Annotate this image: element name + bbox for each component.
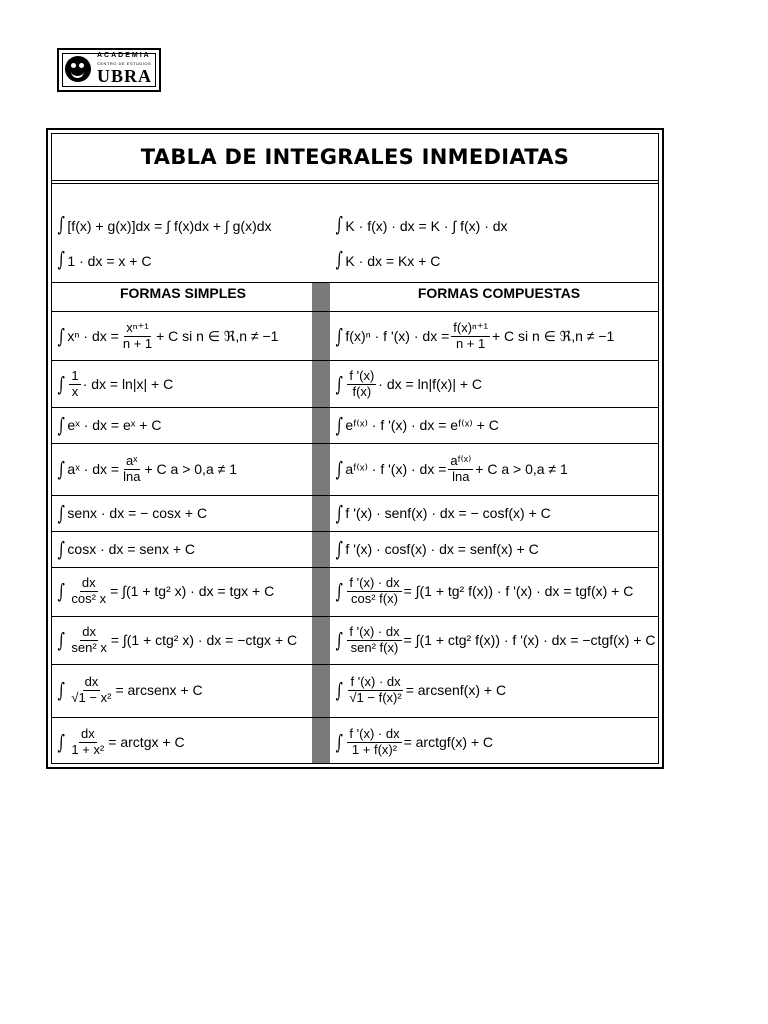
formula-power-simple: ∫ xⁿ · dx = $\frac{\text{xⁿ⁺¹}}{n + 1}$ + C si n ∈ ℜ,n ≠ −1 <box>57 320 279 351</box>
divider <box>52 360 658 361</box>
logo-name: UBRA <box>97 66 153 86</box>
header-formas-simples: FORMAS SIMPLES <box>119 285 246 301</box>
header-formas-compuestas: FORMAS COMPUESTAS <box>417 285 581 301</box>
title-divider <box>52 183 658 184</box>
formula-exp-compound: ∫ eᶠ⁽ˣ⁾ · f '(x) · dx = eᶠ⁽ˣ⁾ + C <box>335 413 499 437</box>
formula-sin-compound: ∫ f '(x) · senf(x) · dx = − cosf(x) + C <box>335 501 551 525</box>
formula-arctan-compound: ∫ $\frac{f '(x) \cdot dx}{\text{1 + f(x)²}}$ = arctgf(x) + C <box>335 726 494 757</box>
divider <box>52 531 658 532</box>
formula-general-exp-compound: ∫ aᶠ⁽ˣ⁾ · f '(x) · dx = $\frac{\text{aᶠ⁽ˣ⁾}}{\ln a}$ + C a > 0,a ≠ 1 <box>335 453 568 484</box>
table-inner-border <box>51 133 659 764</box>
table-title-box <box>52 134 658 181</box>
formula-tan-compound: ∫ $\frac{f '(x) \cdot dx}{\text{cos² f(x)}}$ = ∫(1 + tg² f(x)) · f '(x) · dx = tgf(x) + C <box>335 575 634 606</box>
divider <box>52 407 658 408</box>
integrals-table <box>46 128 664 769</box>
formula-cos-compound: ∫ f '(x) · cosf(x) · dx = senf(x) + C <box>335 537 539 561</box>
property-constant: ∫ K · dx = Kx + C <box>335 247 441 271</box>
formula-general-exp-simple: ∫ aˣ · dx = $\frac{\text{aˣ}}{\ln a}$ + C a > 0,a ≠ 1 <box>57 453 237 484</box>
divider <box>52 495 658 496</box>
divider <box>52 717 658 718</box>
formula-cot-simple: ∫ $\frac{dx}{\text{sen² x}}$ = ∫(1 + ctg² x) · dx = −ctgx + C <box>57 624 298 655</box>
formula-exp-simple: ∫ eˣ · dx = eˣ + C <box>57 413 162 437</box>
divider <box>52 664 658 665</box>
column-separator <box>312 283 330 763</box>
logo-top-text: ACADEMIA <box>97 52 151 59</box>
table-title: TABLA DE INTEGRALES INMEDIATAS <box>140 145 570 169</box>
formula-sin-simple: ∫ senx · dx = − cosx + C <box>57 501 208 525</box>
logo-sub-text: CENTRO DE ESTUDIOS <box>97 61 152 66</box>
smiley-face-icon <box>65 56 91 82</box>
property-constant-factor: ∫ K · f(x) · dx = K · ∫ f(x) · dx <box>335 212 508 236</box>
formula-log-compound: ∫ $\frac{f '(x)}{f(x)}$ · dx = ln|f(x)| + C <box>335 368 483 399</box>
formula-tan-simple: ∫ $\frac{dx}{\text{cos² x}}$ = ∫(1 + tg² x) · dx = tgx + C <box>57 575 275 606</box>
formula-log-simple: ∫ $\frac{1}{x}$ · dx = ln|x| + C <box>57 368 174 399</box>
academy-logo <box>57 48 161 92</box>
formula-arcsin-simple: ∫ $\frac{dx}{\text{√1 − x²}}$ = arcsenx + C <box>57 674 203 705</box>
formula-cos-simple: ∫ cosx · dx = senx + C <box>57 537 196 561</box>
formula-cot-compound: ∫ $\frac{f '(x) \cdot dx}{\text{sen² f(x)}}$ = ∫(1 + ctg² f(x)) · f '(x) · dx = −ctgf(x) + C <box>335 624 656 655</box>
property-one: ∫ 1 · dx = x + C <box>57 247 152 271</box>
divider <box>52 567 658 568</box>
formula-arctan-simple: ∫ $\frac{dx}{\text{1 + x²}}$ = arctgx + C <box>57 726 185 757</box>
formula-power-compound: ∫ f(x)ⁿ · f '(x) · dx = $\frac{\text{f(x)ⁿ⁺¹}}{n + 1}$ + C si n ∈ ℜ,n ≠ −1 <box>335 320 615 351</box>
property-sum: ∫ [f(x) + g(x)]dx = ∫ f(x)dx + ∫ g(x)dx <box>57 212 272 236</box>
divider <box>52 311 658 312</box>
divider <box>52 616 658 617</box>
formula-arcsin-compound: ∫ $\frac{f '(x) \cdot dx}{\text{√1 − f(x)²}}$ = arcsenf(x) + C <box>335 674 507 705</box>
divider <box>52 443 658 444</box>
divider <box>52 282 658 283</box>
